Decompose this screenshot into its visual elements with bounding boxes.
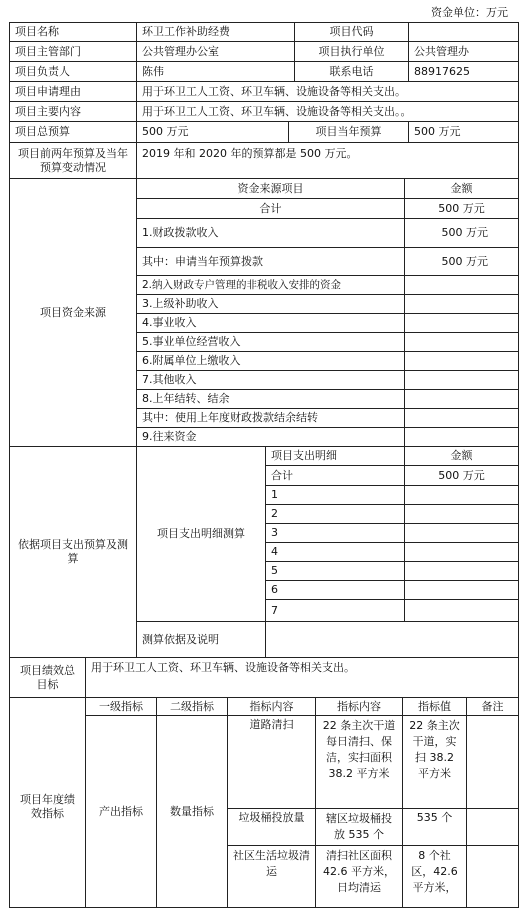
value-reason: 用于环卫工人工资、环卫车辆、设施设备等相关支出。 — [142, 84, 406, 98]
value-dept: 公共管理办公室 — [137, 42, 295, 61]
expense-row — [266, 505, 518, 524]
indicator-content: 道路清扫 — [228, 716, 316, 808]
funding-table — [137, 179, 518, 446]
indicators-level2: 数量指标 — [157, 716, 228, 907]
expense-detail-rows — [266, 447, 518, 621]
funding-row-label: 3.上级补助收入 — [137, 295, 405, 313]
expense-section — [10, 447, 518, 658]
funding-row — [137, 276, 518, 295]
indicators-table — [86, 698, 518, 907]
expense-row-amount — [405, 600, 518, 621]
funding-row — [137, 219, 518, 248]
label-exec-unit: 项目执行单位 — [295, 42, 409, 61]
value-history: 2019 年和 2020 年的预算都是 500 万元。 — [142, 147, 358, 160]
expense-row-amount: 500 万元 — [438, 468, 485, 482]
expense-table — [137, 447, 518, 657]
indicators-header-row — [86, 698, 518, 716]
funding-row — [137, 371, 518, 390]
funding-row-label: 7.其他收入 — [137, 371, 405, 389]
indicators-col-level2: 二级指标 — [157, 698, 228, 715]
label-owner: 项目负责人 — [10, 62, 137, 81]
label-dept: 项目主管部门 — [10, 42, 137, 61]
value-phone: 88917625 — [414, 64, 470, 78]
funding-row-label: 9.往来资金 — [137, 428, 405, 446]
funding-row-label: 6.附属单位上缴收入 — [137, 352, 405, 370]
value-year-budget: 500 万元 — [414, 125, 461, 138]
expense-row — [266, 466, 518, 486]
indicator-row — [228, 846, 518, 907]
funding-row — [137, 314, 518, 333]
funding-row — [137, 199, 518, 219]
funding-row-label: 8.上年结转、结余 — [137, 390, 405, 408]
funding-section — [10, 179, 518, 447]
expense-row — [266, 543, 518, 562]
indicators-section-label: 项目年度绩效指标 — [10, 698, 86, 907]
label-project-code: 项目代码 — [295, 23, 409, 41]
funding-row-amount: 500 万元 — [438, 201, 485, 215]
funding-row-amount — [405, 371, 518, 389]
indicator-row — [228, 716, 518, 809]
indicator-note — [467, 846, 518, 907]
expense-basis-label: 测算依据及说明 — [137, 622, 266, 657]
funding-row-label: 4.事业收入 — [137, 314, 405, 332]
indicators-body — [86, 716, 518, 907]
indicators-level1: 产出指标 — [86, 716, 157, 907]
funding-row — [137, 295, 518, 314]
goal-text: 用于环卫工人工资、环卫车辆、设施设备等相关支出。 — [91, 661, 355, 674]
funding-row-amount — [405, 333, 518, 351]
expense-header-row — [266, 447, 518, 466]
funding-row-amount — [405, 390, 518, 408]
funding-row-amount — [405, 409, 518, 427]
indicator-row — [228, 809, 518, 846]
expense-row-label: 5 — [266, 562, 405, 580]
expense-row-amount — [405, 486, 518, 504]
funding-row-label: 5.事业单位经营收入 — [137, 333, 405, 351]
expense-detail-label: 项目支出明细测算 — [137, 447, 266, 621]
expense-row — [266, 486, 518, 505]
expense-row-amount — [405, 505, 518, 523]
indicator-note — [467, 809, 518, 845]
indicator-desc: 22 条主次干道每日清扫、保洁，实扫面积 38.2 平方米 — [316, 716, 403, 808]
indicator-note — [467, 716, 518, 808]
value-content: 用于环卫工人工资、环卫车辆、设施设备等相关支出。。 — [142, 104, 412, 118]
funding-row-label: 其中：申请当年预算拨款 — [137, 248, 405, 275]
expense-detail-block — [137, 447, 518, 622]
project-form-table — [9, 22, 519, 908]
expense-section-label: 依据项目支出预算及测算 — [10, 447, 137, 657]
row-project-name — [10, 23, 518, 42]
funding-row — [137, 333, 518, 352]
expense-row-amount — [405, 543, 518, 561]
expense-row-label: 4 — [266, 543, 405, 561]
unit-label: 资金单位：万元 — [431, 6, 508, 19]
row-owner — [10, 62, 518, 82]
expense-basis-value — [266, 622, 518, 657]
expense-col-amount: 金额 — [450, 449, 473, 462]
value-total-budget: 500 万元 — [137, 122, 289, 142]
indicators-col-value: 指标值 — [403, 698, 467, 715]
row-content — [10, 102, 518, 122]
row-budget — [10, 122, 518, 143]
expense-row — [266, 581, 518, 600]
goal-row — [10, 658, 518, 698]
funding-row-label: 合计 — [137, 199, 405, 218]
expense-basis-row — [137, 622, 518, 657]
funding-row-amount: 500 万元 — [441, 226, 488, 239]
funding-row — [137, 409, 518, 428]
row-history — [10, 143, 518, 179]
indicator-value: 535 个 — [403, 809, 467, 845]
indicator-content: 社区生活垃圾清运 — [228, 846, 316, 907]
expense-row — [266, 600, 518, 621]
funding-row — [137, 248, 518, 276]
label-content: 项目主要内容 — [10, 102, 137, 121]
funding-col-source: 资金来源项目 — [137, 179, 405, 198]
value-project-code — [409, 23, 518, 41]
row-dept — [10, 42, 518, 62]
indicator-value: 8 个社区，42.6 平方米， — [403, 846, 467, 907]
expense-col-detail: 项目支出明细 — [266, 447, 405, 465]
expense-row-label: 3 — [266, 524, 405, 542]
expense-row — [266, 562, 518, 581]
indicators-section — [10, 698, 518, 907]
indicators-col-note: 备注 — [481, 699, 504, 713]
label-reason: 项目申请理由 — [10, 82, 137, 101]
value-project-name: 环卫工作补助经费 — [137, 23, 295, 41]
funding-row-amount — [405, 314, 518, 332]
indicators-col-content: 指标内容 — [228, 698, 316, 715]
funding-row-label: 1.财政拨款收入 — [137, 219, 405, 247]
value-owner: 陈伟 — [137, 62, 295, 81]
funding-row-amount — [405, 276, 518, 294]
expense-row-label: 合计 — [266, 466, 405, 485]
expense-row-label: 2 — [266, 505, 405, 523]
indicator-desc: 清扫社区面积 42.6 平方米，日均清运 — [316, 846, 403, 907]
label-year-budget: 项目当年预算 — [289, 122, 409, 142]
funding-section-label: 项目资金来源 — [10, 179, 137, 446]
row-reason — [10, 82, 518, 102]
indicator-value: 22 条主次干道，实扫 38.2 平方米 — [403, 716, 467, 808]
label-project-name: 项目名称 — [10, 23, 137, 41]
expense-row — [266, 524, 518, 543]
funding-row — [137, 352, 518, 371]
value-exec-unit: 公共管理办 — [414, 44, 469, 58]
label-total-budget: 项目总预算 — [10, 122, 137, 142]
label-history: 项目前两年预算及当年预算变动情况 — [10, 143, 137, 178]
funding-row-amount — [405, 352, 518, 370]
expense-row-label: 6 — [266, 581, 405, 599]
expense-row-amount — [405, 524, 518, 542]
expense-row-amount — [405, 562, 518, 580]
funding-row — [137, 428, 518, 446]
indicator-desc: 辖区垃圾桶投放 535 个 — [316, 809, 403, 845]
indicator-content: 垃圾桶投放量 — [228, 809, 316, 845]
goal-label: 项目绩效总目标 — [10, 658, 86, 697]
expense-row-label: 1 — [266, 486, 405, 504]
funding-row-label: 2.纳入财政专户管理的非税收入安排的资金 — [137, 276, 405, 294]
label-phone: 联系电话 — [295, 62, 409, 81]
indicators-rows — [228, 716, 518, 907]
funding-header-row — [137, 179, 518, 199]
funding-row — [137, 390, 518, 409]
expense-row-amount — [405, 581, 518, 599]
indicators-col-level1: 一级指标 — [86, 698, 157, 715]
funding-row-amount: 500 万元 — [441, 254, 488, 268]
expense-row-label: 7 — [266, 600, 405, 621]
funding-row-amount — [405, 295, 518, 313]
funding-col-amount: 金额 — [450, 181, 473, 195]
indicators-col-desc: 指标内容 — [316, 698, 403, 715]
funding-row-label: 其中：使用上年度财政拨款结余结转 — [137, 409, 405, 427]
funding-row-amount — [405, 428, 518, 446]
